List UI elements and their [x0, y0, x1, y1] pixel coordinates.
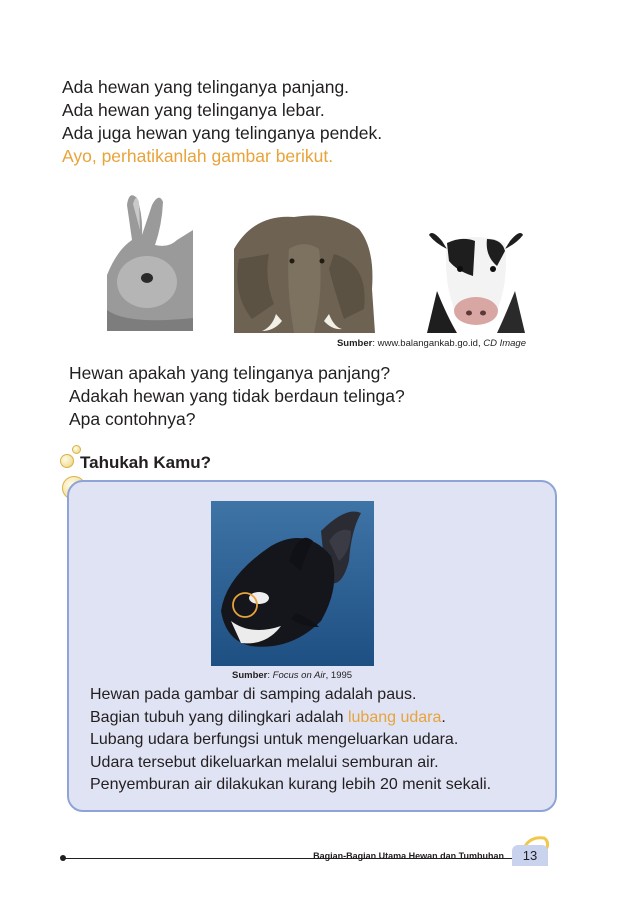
bubble-medium-icon: [60, 454, 74, 468]
intro-line-1: Ada hewan yang telinganya panjang.: [62, 77, 350, 97]
tahukah-paragraph: [90, 684, 491, 797]
para-line-3: Lubang udara berfungsi untuk mengeluarkan udara.: [90, 731, 459, 748]
page-number: 13: [512, 845, 548, 866]
photo-source-caption: [300, 338, 526, 349]
para-line-5: Penyemburan air dilakukan kurang lebih 20 menit sekali.: [90, 776, 492, 793]
para-line-1: Hewan pada gambar di samping adalah paus.: [90, 686, 417, 703]
question-3: Apa contohnya?: [69, 409, 196, 429]
para-line-2: [90, 707, 491, 730]
whale-source-year: , 1995: [325, 670, 353, 681]
intro-line-4-highlight: Ayo, perhatikanlah gambar berikut.: [62, 146, 334, 166]
whale-source-caption: [232, 670, 352, 681]
para-line-2-post: .: [441, 708, 446, 726]
lubang-udara-highlight: lubang udara: [347, 708, 442, 726]
tahukah-kamu-title: Tahukah Kamu?: [80, 453, 211, 472]
source-text: : www.balangankab.go.id,: [372, 338, 484, 349]
footer-chapter-title: Bagian-Bagian Utama Hewan dan Tumbuhan: [313, 851, 504, 861]
intro-text: [62, 76, 382, 168]
source-italic: CD Image: [483, 338, 526, 349]
source-label: Sumber: [336, 338, 373, 349]
intro-line-3: Ada juga hewan yang telinganya pendek.: [62, 123, 383, 143]
questions: [69, 362, 405, 431]
para-line-4: Udara tersebut dikeluarkan melalui semburan air.: [90, 753, 439, 771]
whale-photo: [211, 501, 374, 666]
question-1: Hewan apakah yang telinganya panjang?: [69, 363, 391, 383]
whale-source-colon: :: [267, 670, 273, 681]
cow-photo: [427, 221, 525, 333]
whale-source-label: Sumber: [232, 670, 268, 681]
rabbit-photo: [107, 190, 193, 331]
whale-source-italic: Focus on Air: [272, 670, 326, 681]
question-2: Adakah hewan yang tidak berdaun telinga?: [69, 386, 405, 406]
elephant-photo: [234, 209, 375, 333]
intro-line-2: Ada hewan yang telinganya lebar.: [62, 100, 325, 120]
para-line-2-pre: Bagian tubuh yang dilingkari adalah: [90, 708, 348, 726]
